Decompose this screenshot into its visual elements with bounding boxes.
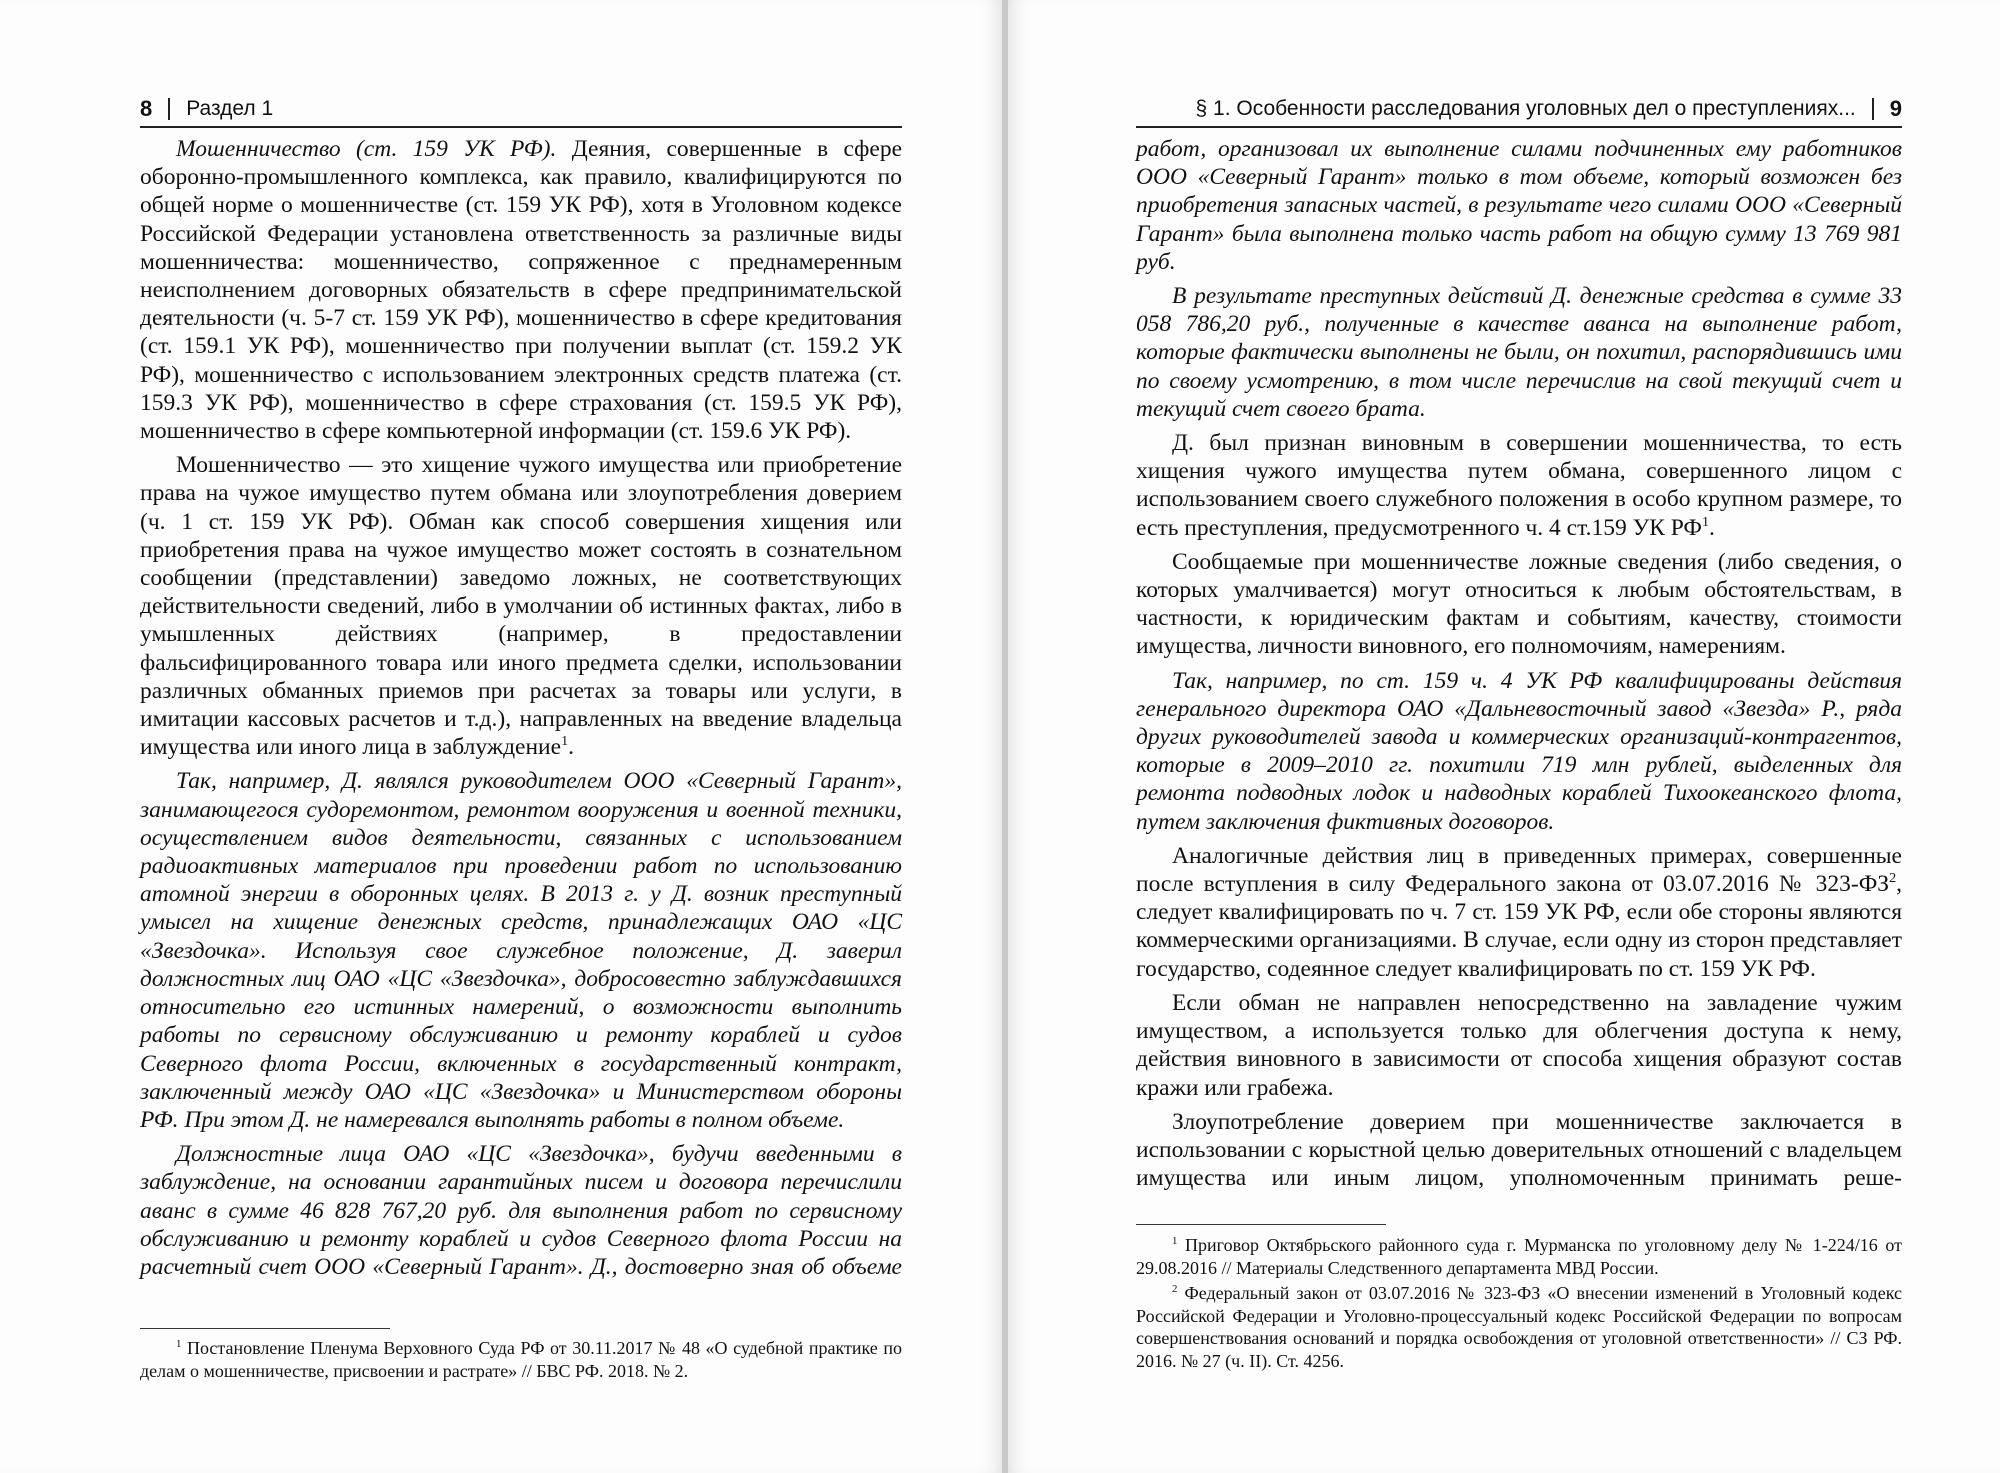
right-running-header <box>1136 92 1902 128</box>
paragraph: Мошенничество — это хищение чужого имущества или приобретение права на чужое имущество путем обмана или злоупотребления доверием (ч. 1 ст. 159 УК РФ). Обман как способ совершения хищения или приобретения права на чужое имущество может состоять в сознательном сообщении (представлении) заведомо ложных, не соответствующих действительности сведений, либо в умолчании об истинных фактах, либо в умышленных действиях (например, в предоставлении фальсифицированного товара или иного предмета сделки, использовании различных обманных приемов при расчетах за товары или услуги, в имитации кассовых расчетов и т.д.), направленных на введение владельца имущества или иного лица в заблуждение$^1$. <box>140 452 902 761</box>
paragraph: Если обман не направлен непосредственно на завладение чужим имуществом, а используется только для облегчения доступа к нему, действия виновного в зависимости от способа хищения образуют состав кражи или грабежа. <box>1136 989 1902 1101</box>
footnote-mark: 2 <box>1172 1283 1178 1295</box>
header-separator <box>168 98 170 120</box>
footnote: $^1$ Приговор Октябрьского районного суда г. Мурманска по уголовному делу № 1-224/16 от 29.08.2016 // Материалы Следственного департамента МВД России. <box>1136 1235 1902 1278</box>
example-paragraph: работ, организовал их выполнение силами подчиненных ему работников ООО «Северный Гарант» только в том объеме, который возможен без приобретения запасных частей, в результате чего силами ООО «Северный Гарант» была выполнена только часть работ на общую сумму 13 769 981 руб. <box>1136 136 1902 275</box>
footnote-ref: 1 <box>561 733 569 750</box>
footnote-mark: 1 <box>176 1338 182 1350</box>
example-paragraph: В результате преступных действий Д. денежные средства в сумме 33 058 786,20 руб., полученные в качестве аванса на выполнение работ, которые фактически выполнены не были, он похитил, распорядившись ими по своему усмотрению, в том числе перечислив на свой текущий счет и текущий счет своего брата. <box>1136 283 1902 422</box>
right-page <box>1008 0 2000 1473</box>
footnote-mark: 1 <box>1172 1235 1178 1247</box>
paragraph: Сообщаемые при мошенничестве ложные сведения (либо сведения, о которых умалчивается) могут относиться к любым обстоятельствам, в частности, к юридическим фактам и событиям, качеству, стоимости имущества, личности виновного, его полномочиям, намерениям. <box>1136 548 1902 660</box>
footnote-divider <box>140 1328 390 1329</box>
footnote: $^2$ Федеральный закон от 03.07.2016 № 323-ФЗ «О внесении изменений в Уголовный кодекс Российской Федерации и Уголовно-процессуальный кодекс Российской Федерации по вопросам совершенствования оснований и порядка освобождения от уголовной ответственности» // СЗ РФ. 2016. № 27 (ч. II). Ст. 4256. <box>1136 1283 1902 1371</box>
footnote-ref: 1 <box>1702 513 1710 530</box>
header-separator <box>1872 98 1874 120</box>
left-footnotes <box>140 1337 902 1385</box>
section-title: Раздел 1 <box>186 97 274 120</box>
footnote: $^1$ Постановление Пленума Верховного Суда РФ от 30.11.2017 № 48 «О судебной практике по делам о мошенничестве, присвоении и растрате» // БВС РФ. 2018. № 2. <box>140 1338 902 1381</box>
paragraph-lead: Мошенничество (ст. 159 УК РФ). <box>176 136 557 162</box>
footnote-divider <box>1136 1224 1386 1225</box>
footnote-ref: 2 <box>1889 870 1897 887</box>
right-body-text <box>1136 135 1902 1198</box>
example-paragraph: Должностные лица ОАО «ЦС «Звездочка», будучи введенными в заблуждение, на основании гарантийных писем и договора перечислили аванс в сумме 46 828 767,20 руб. для выполнения работ по сервисному обслуживанию и ремонту кораблей и судов Северного флота России на расчетный счет ООО «Северный Гарант». Д., достоверно зная об объеме <box>140 1141 902 1280</box>
page-number: 8 <box>140 96 153 121</box>
running-title: § 1. Особенности расследования уголовных дел о преступлениях... <box>1195 97 1856 120</box>
left-body-text <box>140 135 902 1287</box>
paragraph: Д. был признан виновным в совершении мошенничества, то есть хищения чужого имущества путем обмана, совершенного лицом с использованием своего служебного положения в особо крупном размере, то есть преступления, предусмотренного ч. 4 ст.159 УК $РФ^1$. <box>1136 430 1902 541</box>
paragraph: Мошенничество (ст. 159 УК РФ). Деяния, совершенные в сфере оборонно-промышленного комплекса, как правило, квалифицируются по общей норме о мошенничестве (ст. 159 УК РФ), хотя в Уголовном кодексе Российской Федерации установлена ответственность за различные виды мошенничества: мошенничество, сопряженное с преднамеренным неисполнением договорных обязательств в сфере предпринимательской деятельности (ч. 5-7 ст. 159 УК РФ), мошенничество в сфере кредитования (ст. 159.1 УК РФ), мошенничество при получении выплат (ст. 159.2 УК РФ), мошенничество с использованием электронных средств платежа (ст. 159.3 УК РФ), мошенничество в сфере страхования (ст. 159.5 УК РФ), мошенничество в сфере компьютерной информации (ст. 159.6 УК РФ). <box>140 136 902 445</box>
example-paragraph: Так, например, Д. являлся руководителем ООО «Северный Гарант», занимающегося судоремонтом, ремонтом вооружения и военной техники, осуществлением видов деятельности, связанных с использованием радиоактивных материалов при проведении работ по использованию атомной энергии в оборонных целях. В 2013 г. у Д. возник преступный умысел на хищение денежных средств, принадлежащих ОАО «ЦС «Звездочка». Используя свое служебное положение, Д. заверил должностных лиц ОАО «ЦС «Звездочка», добросовестно заблуждавшихся относительно его истинных намерений, о возможности выполнить работы по сервисному обслуживанию и ремонту кораблей и судов Северного флота России, включенных в государственный контракт, заключенный между ОАО «ЦС «Звездочка» и Министерством обороны РФ. При этом Д. не намеревался выполнять работы в полном объеме. <box>140 768 902 1133</box>
example-paragraph: Так, например, по ст. 159 ч. 4 УК РФ квалифицированы действия генерального директора ОАО «Дальневосточный завод «Звезда» Р., ряда других руководителей завода и коммерческих организаций-контрагентов, которые в 2009–2010 гг. похитили 719 млн рублей, выделенных для ремонта подводных лодок и надводных кораблей Тихоокеанского флота, путем заключения фиктивных договоров. <box>1136 667 1902 835</box>
paragraph: Злоупотребление доверием при мошенничестве заключается в использовании с корыстной целью доверительных отношений с владельцем имущества или иным лицом, уполномоченным принимать реше- <box>1136 1108 1902 1192</box>
paragraph: Аналогичные действия лиц в приведенных примерах, совершенные после вступления в силу Федерального закона от 03.07.2016 № $323-ФЗ^2$, следует квалифицировать по ч. 7 ст. 159 УК РФ, если обе стороны являются коммерческими организациями. В случае, если одну из сторон представляет государство, содеянное следует квалифицировать по ст. 159 УК РФ. <box>1136 842 1902 982</box>
page-number: 9 <box>1889 96 1902 121</box>
right-footnotes <box>1136 1234 1902 1375</box>
left-running-header <box>140 92 902 128</box>
